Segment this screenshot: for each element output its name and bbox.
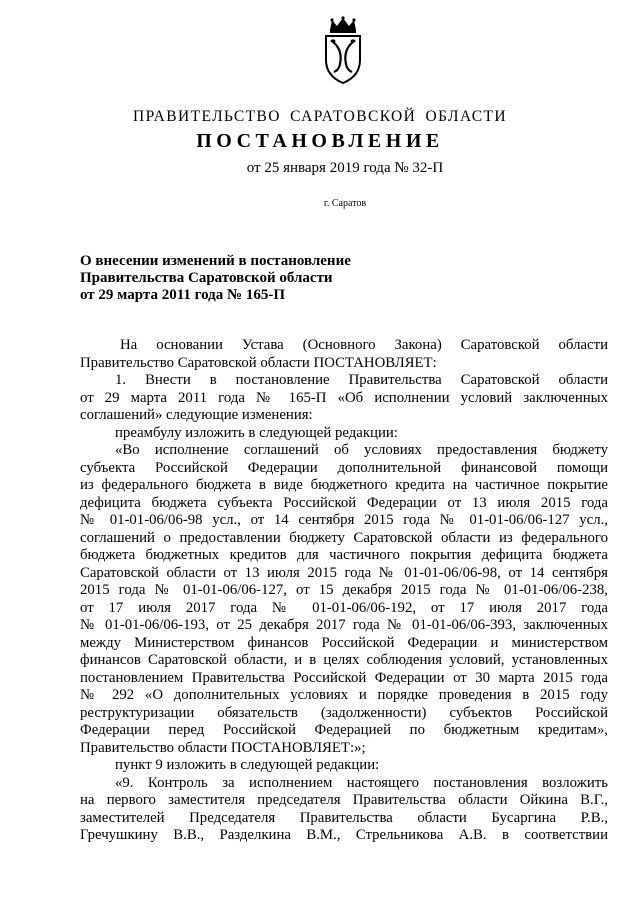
- body-line: «Во исполнение соглашений об условиях предоставления бюджету: [115, 442, 608, 458]
- body-line: 1. Внести в постановление Правительства Саратовской области: [115, 372, 608, 388]
- body-line: № 01-01-06/06-193, от 25 декабря 2017 года № 01-01-06/06-393, заключенных: [80, 617, 608, 633]
- body-line: На основании Устава (Основного Закона) Саратовской области: [120, 337, 608, 353]
- body-line: преамбулу изложить в следующей редакции:: [115, 424, 398, 441]
- date-and-number: от 25 января 2019 года № 32-П: [246, 160, 444, 176]
- document-body: [80, 337, 608, 845]
- body-line: заместителей Председателя Правительства области Бусаргина Р.В.,: [80, 809, 608, 826]
- government-name: ПРАВИТЕЛЬСТВО САРАТОВСКОЙ ОБЛАСТИ: [133, 108, 507, 125]
- body-line: из федерального бюджета в виде бюджетного кредита на частичное покрытие: [80, 477, 608, 493]
- body-line: между Министерством финансов Российской Федерации и министерством: [80, 634, 608, 651]
- body-line: Правительство Саратовской области ПОСТАНОВЛЯЕТ:: [80, 354, 437, 371]
- body-line: «9. Контроль за исполнением настоящего постановления возложить: [115, 774, 608, 791]
- body-line: Саратовской области от 13 июля 2015 года № 01-01-06/06-98, от 14 сентября: [80, 564, 608, 581]
- body-line: от 17 июля 2017 года № 01-01-06/06-192, от 17 июля 2017 года: [80, 599, 608, 616]
- city-label: г. Саратов: [323, 198, 367, 209]
- body-line: реструктуризации обязательств (задолженности) субъектов Российской: [80, 704, 608, 721]
- subject-line: Правительства Саратовской области: [80, 270, 333, 286]
- saratov-coat-of-arms-icon: [318, 16, 368, 86]
- body-line: № 292 «О дополнительных условиях и порядке проведения в 2015 году: [80, 687, 608, 703]
- body-line: на первого заместителя председателя Правительства области Ойкина В.Г.,: [80, 792, 608, 808]
- body-line: соглашений» следующие изменения:: [80, 407, 313, 423]
- body-line: Гречушкину В.В., Разделкина В.М., Стрельникова А.В. в соответствии: [80, 827, 608, 843]
- body-line: субъекта Российской Федерации дополнительной финансовой помощи: [80, 459, 608, 476]
- document-subject: [80, 253, 351, 304]
- body-line: соглашений о предоставлении бюджету Саратовской области из федерального: [80, 529, 608, 546]
- body-line: Правительство области ПОСТАНОВЛЯЕТ:»;: [80, 739, 366, 756]
- body-line: бюджета бюджетных кредитов для частичного покрытия дефицита бюджета: [80, 547, 608, 563]
- subject-line: от 29 марта 2011 года № 165-П: [80, 287, 285, 303]
- body-line: дефицита бюджета субъекта Российской Федерации от 13 июля 2015 года: [80, 494, 608, 511]
- body-line: 2015 года № 01-01-06/06-127, от 15 декабря 2015 года № 01-01-06/06-238,: [80, 582, 608, 598]
- document-type-title: ПОСТАНОВЛЕНИЕ: [196, 130, 444, 152]
- body-line: финансов Саратовской области, и в целях соблюдения условий, установленных: [80, 652, 608, 668]
- body-line: пункт 9 изложить в следующей редакции:: [115, 757, 380, 773]
- body-line: от 29 марта 2011 года № 165-П «Об исполнении условий заключенных: [80, 389, 608, 406]
- subject-line: О внесении изменений в постановление: [80, 253, 351, 269]
- body-line: Федерации перед Российской Федерацией по бюджетным кредитам»,: [80, 722, 608, 738]
- body-line: № 01-01-06/06-98 усл., от 14 сентября 2015 года № 01-01-06/06-127 усл.,: [80, 512, 608, 528]
- body-line: постановлением Правительства Российской Федерации от 30 марта 2015 года: [80, 669, 608, 686]
